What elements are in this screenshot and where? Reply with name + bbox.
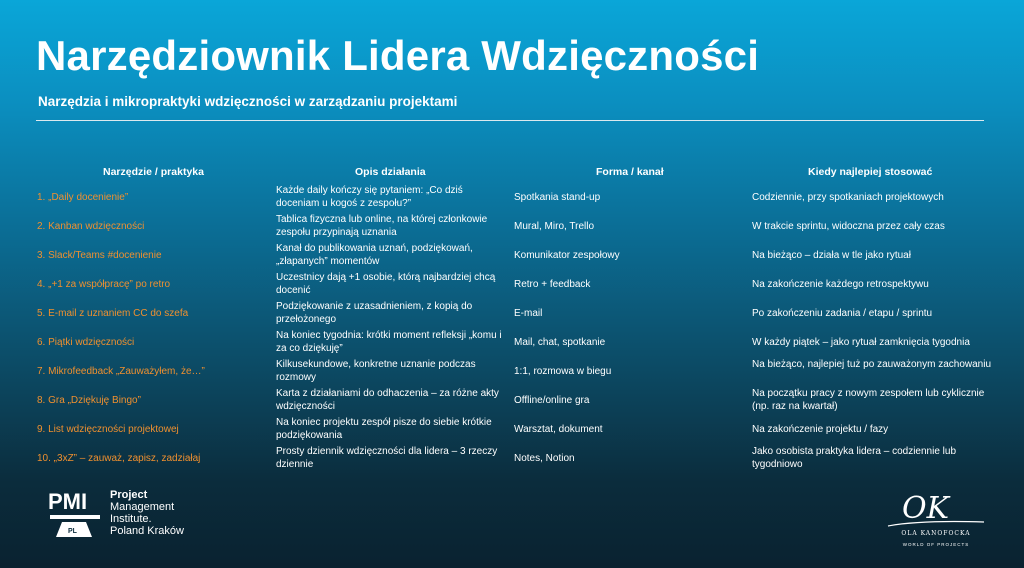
table-row (0, 299, 1024, 327)
tool-description: Podziękowanie z uzasadnieniem, z kopią do przełożonego (276, 301, 473, 325)
tool-description: Karta z działaniami do odhaczenia – za różne akty wdzięczności (276, 388, 499, 412)
page-subtitle: Narzędzia i mikropraktyki wdzięczności w zarządzaniu projektami (38, 94, 458, 109)
pmi-logo-text (110, 489, 184, 537)
column-header-tool: Narzędzie / praktyka (103, 166, 204, 178)
tool-when: W trakcie sprintu, widoczna przez cały czas (752, 221, 945, 232)
tool-description: Każde daily kończy się pytaniem: „Co dziś doceniam u kogoś z zespołu?” (276, 185, 463, 209)
tool-name: 7. Mikrofeedback „Zauważyłem, że…” (37, 366, 205, 377)
tool-when: Na początku pracy z nowym zespołem lub cyklicznie (np. raz na kwartał) (752, 388, 985, 412)
tool-form: Mural, Miro, Trello (514, 221, 595, 232)
column-header-form: Forma / kanał (596, 166, 664, 178)
pmi-line-2: Management (110, 501, 175, 513)
table-row (0, 328, 1024, 356)
tool-form: Offline/online gra (514, 395, 590, 406)
table-row (0, 415, 1024, 443)
tool-description: Kanał do publikowania uznań, podziękowań, „złapanych” momentów (276, 243, 473, 267)
tool-when: Codziennie, przy spotkaniach projektowych (752, 192, 944, 203)
signature-name: OLA KANOFOCKA (901, 530, 971, 537)
divider (36, 120, 984, 121)
tool-description: Tablica fizyczna lub online, na której członkowie zespołu przypinają uznania (276, 214, 488, 238)
tool-name: 3. Slack/Teams #docenienie (37, 250, 162, 261)
table-row (0, 212, 1024, 240)
tool-name: 6. Piątki wdzięczności (37, 337, 135, 348)
table-row (0, 386, 1024, 414)
pmi-line-1: Project (110, 489, 148, 501)
signature-subline: WORLD OF PROJECTS (902, 542, 970, 547)
tool-when: Na bieżąco – działa w tle jako rytuał (752, 250, 911, 261)
column-header-when: Kiedy najlepiej stosować (808, 166, 933, 178)
tool-description: Uczestnicy dają +1 osobie, którą najbardziej chcą docenić (276, 272, 496, 296)
tool-when: Po zakończeniu zadania / etapu / sprintu (752, 308, 933, 319)
tool-when: Na zakończenie projektu / fazy (752, 424, 889, 435)
pmi-badge-text: PL (68, 528, 77, 535)
tool-form: Notes, Notion (514, 453, 575, 464)
tool-when: Na bieżąco, najlepiej tuż po zauważonym zachowaniu (752, 359, 992, 370)
table-row (0, 357, 1024, 385)
tool-description: Na koniec tygodnia: krótki moment refleksji „komu i za co dziękuję” (276, 330, 502, 354)
tool-name: 9. List wdzięczności projektowej (37, 424, 179, 435)
tool-form: 1:1, rozmowa w biegu (514, 366, 612, 377)
tool-name: 10. „3xZ” – zauważ, zapisz, zadziałaj (37, 453, 201, 464)
pmi-line-4: Poland Kraków (110, 525, 184, 537)
tool-form: Warsztat, dokument (514, 424, 603, 435)
table-row (0, 183, 1024, 211)
tool-name: 4. „+1 za współpracę” po retro (37, 279, 171, 290)
pmi-line-3: Institute. (110, 513, 152, 525)
column-header-description: Opis działania (355, 166, 426, 178)
tool-when: Na zakończenie każdego retrospektywu (752, 279, 929, 290)
page-title: Narzędziownik Lidera Wdzięczności (36, 32, 760, 79)
pmi-logo-icon (48, 489, 104, 539)
signature-mark: OK (902, 491, 950, 526)
tool-form: E-mail (514, 308, 543, 319)
tool-form: Mail, chat, spotkanie (514, 337, 606, 348)
tool-when: W każdy piątek – jako rytuał zamknięcia tygodnia (752, 337, 970, 348)
tool-form: Komunikator zespołowy (514, 250, 620, 261)
table-row (0, 444, 1024, 472)
table-row (0, 270, 1024, 298)
table-row (0, 241, 1024, 269)
tool-form: Spotkania stand-up (514, 192, 601, 203)
pmi-logo-letters: PMI (48, 489, 88, 514)
tool-description: Kilkusekundowe, konkretne uznanie podczas rozmowy (276, 359, 476, 383)
tool-description: Prosty dziennik wdzięczności dla lidera – 3 rzeczy dziennie (276, 446, 498, 470)
tool-name: 5. E-mail z uznaniem CC do szefa (37, 308, 189, 319)
tool-name: 1. „Daily docenienie” (37, 192, 129, 203)
tool-form: Retro + feedback (514, 279, 591, 290)
tool-when: Jako osobista praktyka lidera – codziennie lub tygodniowo (752, 446, 957, 470)
tool-description: Na koniec projektu zespół pisze do siebie krótkie podziękowania (276, 417, 492, 441)
tool-name: 2. Kanban wdzięczności (37, 221, 145, 232)
tool-name: 8. Gra „Dziękuję Bingo” (37, 395, 141, 406)
